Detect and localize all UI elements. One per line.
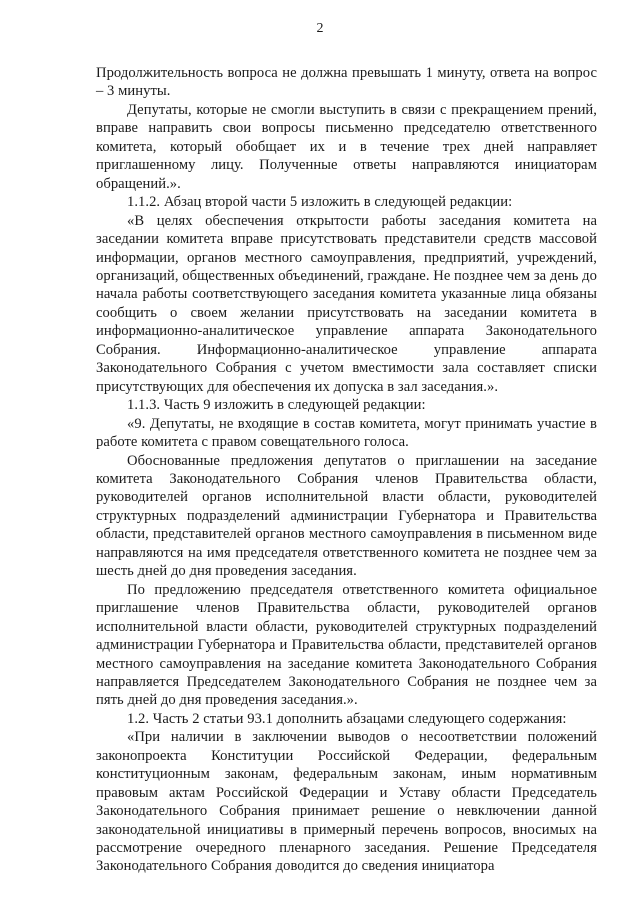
paragraph: 1.2. Часть 2 статьи 93.1 дополнить абзацами следующего содержания: — [127, 710, 567, 727]
document-body — [96, 64, 597, 876]
paragraph: «В целях обеспечения открытости работы заседания комитета на заседании комитета вправе присутствовать представители средств массовой информации, органов местного самоуправления, предприятий, учреждений, организаций, общественных объединений, граждане. Не позднее чем за день до начала работы соответствующего заседания комитета указанные лица обязаны сообщить о своем желании присутствовать на заседании комитета в информационно-аналитическое управление аппарата Законодательного Собрания. Информационно-аналитическое управление аппарата Законодательного Собрания с учетом вместимости зала составляет списки присутствующих для обеспечения их допуска в зал заседания.». — [96, 212, 597, 395]
paragraph: По предложению председателя ответственного комитета официальное приглашение членов Правительства области, руководителей органов исполнительной власти области, руководителей структурных подразделений администрации Губернатора и Правительства области, представителей органов местного самоуправления на заседание комитета Законодательного Собрания направляется Председателем Законодательного Собрания не позднее чем за пять дней до дня проведения заседания.». — [96, 581, 597, 709]
paragraph: Депутаты, которые не смогли выступить в связи с прекращением прений, вправе направить свои вопросы письменно председателю ответственного комитета, который обобщает их и в течение трех дней направляет приглашенному лицу. Полученные ответы направляются инициаторам обращений.». — [96, 101, 597, 192]
paragraph: 1.1.3. Часть 9 изложить в следующей редакции: — [127, 397, 426, 414]
paragraph-continuation: Продолжительность вопроса не должна превышать 1 минуту, ответа на вопрос – 3 минуты. — [96, 65, 597, 100]
paragraph: Обоснованные предложения депутатов о приглашении на заседание комитета Законодательного Собрания членов Правительства области, руководителей органов исполнительной власти области, руководителей структурных подразделений администрации Губернатора и Правительства области, представителей органов местного самоуправления в письменном виде направляются на имя председателя ответственного комитета не позднее чем за шесть дней до дня проведения заседания. — [96, 452, 597, 580]
paragraph: «При наличии в заключении выводов о несоответствии положений законопроекта Конституции Российской Федерации, федеральным конституционным законам, федеральным законам, иным нормативным правовым актам Российской Федерации и Уставу области Председатель Законодательного Собрания принимает решение о невключении данной законодательной инициативы в примерный перечень вопросов, вносимых на рассмотрение очередного пленарного заседания. Решение Председателя Законодательного Собрания доводится до сведения инициатора — [96, 729, 597, 875]
paragraph: «9. Депутаты, не входящие в состав комитета, могут принимать участие в работе комитета с правом совещательного голоса. — [96, 415, 597, 451]
paragraph: 1.1.2. Абзац второй части 5 изложить в следующей редакции: — [127, 194, 513, 211]
page-number: 2 — [316, 21, 324, 36]
